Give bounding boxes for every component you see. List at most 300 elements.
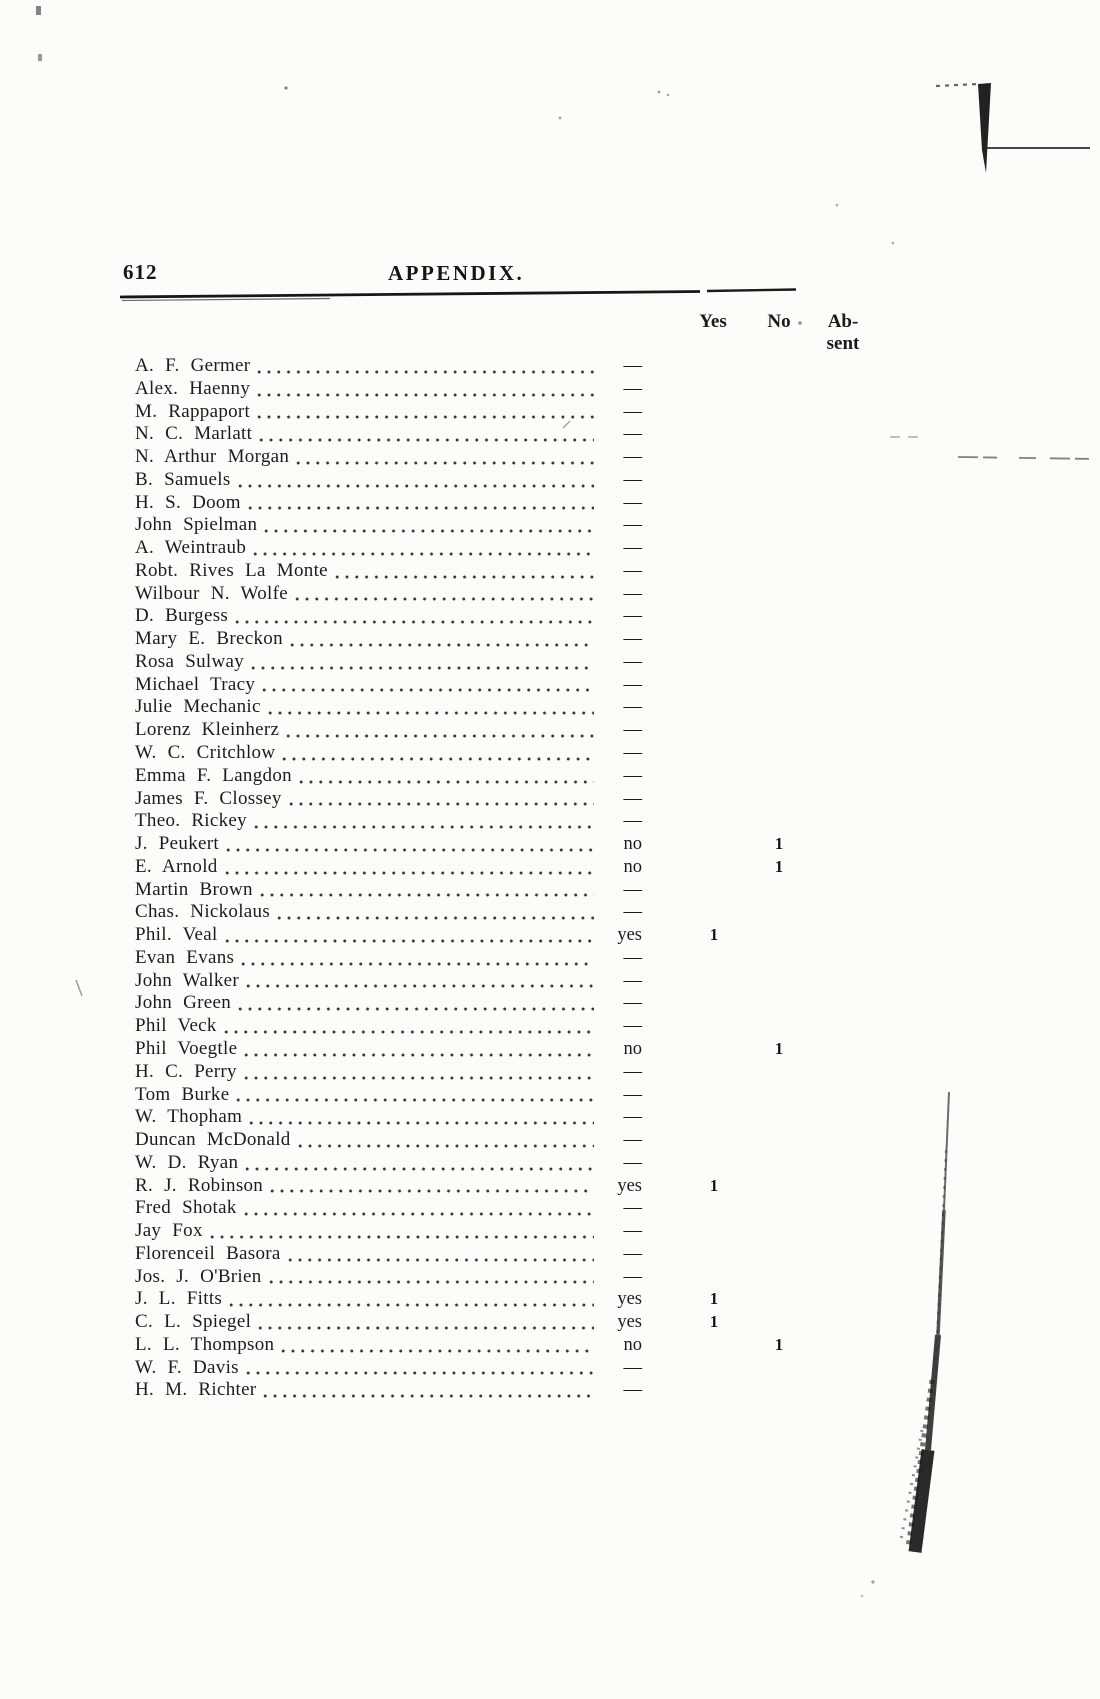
column-gap — [642, 992, 682, 1015]
column-header-absent — [812, 311, 874, 355]
tally-yes — [682, 537, 746, 560]
tally-yes — [682, 1106, 746, 1129]
column-gap — [642, 378, 682, 401]
tally-no — [746, 674, 812, 697]
dot-leader — [238, 1007, 594, 1011]
dot-leader — [277, 916, 594, 920]
vote-word: yes — [617, 1175, 642, 1196]
vote-word: — — [623, 560, 642, 581]
tally-no — [746, 1106, 812, 1129]
column-gap — [642, 1197, 682, 1220]
tally-absent — [812, 856, 874, 879]
vote-word: no — [623, 834, 642, 855]
tally-no — [746, 1015, 812, 1038]
dot-leader — [246, 1371, 594, 1375]
dot-leader — [244, 1076, 594, 1080]
tally-yes — [682, 469, 746, 492]
vote-word: — — [623, 743, 642, 764]
person-name: Evan Evans — [135, 946, 235, 968]
person-name: Alex. Haenny — [135, 377, 251, 399]
dot-leader — [335, 575, 594, 579]
column-gap — [642, 788, 682, 811]
dot-leader — [249, 1121, 594, 1125]
table-row — [135, 1152, 874, 1175]
tally-yes — [682, 1197, 746, 1220]
person-name: Martin Brown — [135, 878, 253, 900]
tally-no — [746, 1379, 812, 1402]
tally-yes — [682, 1015, 746, 1038]
table-row — [135, 1288, 874, 1311]
tally-yes — [682, 355, 746, 378]
tally-no — [746, 1288, 812, 1311]
column-gap — [642, 1220, 682, 1243]
vote-word: — — [623, 720, 642, 741]
person-name: A. F. Germer — [135, 355, 251, 376]
tally-yes — [682, 879, 746, 902]
column-gap — [642, 833, 682, 856]
tally-no — [746, 947, 812, 970]
dot-leader — [257, 393, 594, 397]
tally-no — [746, 492, 812, 515]
tally-absent — [812, 378, 874, 401]
tally-yes: 1 — [709, 1289, 719, 1309]
vote-word: — — [623, 1084, 642, 1105]
vote-word: — — [623, 697, 642, 718]
tally-absent — [812, 947, 874, 970]
vote-word: — — [623, 424, 642, 445]
column-gap — [642, 879, 682, 902]
tally-yes — [682, 901, 746, 924]
column-gap — [642, 423, 682, 446]
person-name: Florenceil Basora — [135, 1242, 281, 1264]
column-gap — [642, 1288, 682, 1311]
tally-no — [746, 446, 812, 469]
person-name: Robt. Rives La Monte — [135, 559, 328, 581]
vote-word: — — [623, 1243, 642, 1264]
tally-yes — [682, 560, 746, 583]
tally-absent — [812, 924, 874, 947]
person-name: R. J. Robinson — [135, 1174, 264, 1196]
tally-absent — [812, 605, 874, 628]
dot-leader — [253, 552, 594, 556]
tally-no — [746, 628, 812, 651]
dot-leader — [244, 1212, 594, 1216]
vote-word: — — [623, 1221, 642, 1242]
column-gap — [642, 765, 682, 788]
tally-yes — [682, 788, 746, 811]
vote-word: — — [623, 651, 642, 672]
column-gap — [642, 355, 682, 378]
tally-no — [746, 696, 812, 719]
column-gap — [642, 1243, 682, 1266]
person-name: N. Arthur Morgan — [135, 446, 290, 468]
table-row — [135, 423, 874, 446]
table-row — [135, 560, 874, 583]
tally-yes — [682, 605, 746, 628]
tally-no: 1 — [774, 1038, 784, 1058]
dot-leader — [235, 620, 594, 624]
person-name: John Green — [135, 992, 232, 1014]
column-header-absent-line1: Ab- — [827, 311, 859, 332]
tally-absent — [812, 446, 874, 469]
roll-call-list — [135, 355, 874, 1402]
person-name: E. Arnold — [135, 855, 218, 877]
column-header-absent-line2: sent — [826, 333, 860, 354]
scan-artifact-streak — [900, 1092, 949, 1552]
person-name: Chas. Nickolaus — [135, 901, 271, 923]
tally-yes — [682, 696, 746, 719]
dot-leader — [257, 370, 594, 374]
tally-yes — [682, 947, 746, 970]
dot-leader — [225, 939, 594, 943]
tally-absent — [812, 355, 874, 378]
column-header-yes: Yes — [699, 311, 727, 332]
vote-word: — — [623, 469, 642, 490]
tally-no — [746, 583, 812, 606]
column-gap — [642, 469, 682, 492]
vote-word: — — [623, 788, 642, 809]
column-gap — [642, 696, 682, 719]
vote-word: — — [623, 765, 642, 786]
table-row — [135, 719, 874, 742]
person-name: Theo. Rickey — [135, 810, 247, 832]
tally-absent — [812, 1084, 874, 1107]
column-gap — [642, 947, 682, 970]
vote-word: — — [623, 1061, 642, 1082]
dot-leader — [251, 666, 594, 670]
tally-absent — [812, 1197, 874, 1220]
vote-word: — — [623, 1380, 642, 1401]
column-gap — [642, 1084, 682, 1107]
table-row — [135, 605, 874, 628]
tally-yes — [682, 514, 746, 537]
person-name: Jay Fox — [135, 1220, 203, 1242]
tally-yes — [682, 651, 746, 674]
table-row — [135, 992, 874, 1015]
tally-no — [746, 719, 812, 742]
tally-absent — [812, 879, 874, 902]
table-row — [135, 856, 874, 879]
vote-word: — — [623, 1357, 642, 1378]
column-gap — [642, 674, 682, 697]
vote-word: — — [623, 993, 642, 1014]
column-gap — [642, 1129, 682, 1152]
table-row — [135, 1061, 874, 1084]
tally-yes — [682, 765, 746, 788]
tally-absent — [812, 560, 874, 583]
person-name: John Walker — [135, 969, 239, 991]
tally-yes — [682, 423, 746, 446]
table-row — [135, 879, 874, 902]
header-rule-right — [707, 290, 796, 292]
vote-word: — — [623, 401, 642, 422]
tally-yes: 1 — [709, 1175, 719, 1195]
tally-absent — [812, 583, 874, 606]
tally-no — [746, 469, 812, 492]
tally-absent — [812, 423, 874, 446]
table-row — [135, 1084, 874, 1107]
table-row — [135, 1311, 874, 1334]
tally-yes — [682, 446, 746, 469]
person-name: M. Rappaport — [135, 400, 251, 422]
tally-no — [746, 992, 812, 1015]
tally-yes — [682, 810, 746, 833]
person-name: C. L. Spiegel — [135, 1311, 252, 1333]
person-name: W. C. Critchlow — [135, 742, 276, 764]
tally-no — [746, 423, 812, 446]
person-name: J. Peukert — [135, 833, 219, 855]
dot-leader — [289, 802, 594, 806]
page-title: APPENDIX. — [388, 261, 525, 285]
table-row — [135, 924, 874, 947]
scan-artifact-dash-b — [958, 457, 1098, 459]
dot-leader — [296, 461, 594, 465]
vote-word: — — [623, 1130, 642, 1151]
tally-absent — [812, 1379, 874, 1402]
dot-leader — [244, 1053, 594, 1057]
tally-absent — [812, 537, 874, 560]
person-name: Emma F. Langdon — [135, 764, 292, 786]
dot-leader — [254, 825, 594, 829]
tally-absent — [812, 696, 874, 719]
tally-no — [746, 901, 812, 924]
tally-absent — [812, 1015, 874, 1038]
dot-leader — [238, 484, 594, 488]
tally-absent — [812, 1061, 874, 1084]
vote-word: — — [623, 583, 642, 604]
tally-no — [746, 1084, 812, 1107]
header-rule — [120, 292, 700, 298]
table-row — [135, 1129, 874, 1152]
tally-no — [746, 1357, 812, 1380]
tally-no — [746, 1243, 812, 1266]
column-gap — [642, 1015, 682, 1038]
person-name: W. F. Davis — [135, 1356, 239, 1378]
person-name: Wilbour N. Wolfe — [135, 582, 288, 604]
tally-absent — [812, 401, 874, 424]
table-row — [135, 492, 874, 515]
tally-no — [746, 810, 812, 833]
person-name: Fred Shotak — [135, 1197, 237, 1219]
tally-yes — [682, 970, 746, 993]
column-gap — [642, 856, 682, 879]
vote-word: — — [623, 492, 642, 513]
dot-leader — [260, 893, 594, 897]
table-row — [135, 901, 874, 924]
dot-leader — [290, 643, 594, 647]
column-gap — [642, 1266, 682, 1289]
tally-absent — [812, 901, 874, 924]
person-name: Phil. Veal — [135, 924, 218, 946]
dot-leader — [262, 688, 594, 692]
tally-yes — [682, 1357, 746, 1380]
vote-word: — — [623, 879, 642, 900]
tally-no: 1 — [774, 856, 784, 876]
person-name: W. Thopham — [135, 1106, 243, 1128]
table-row — [135, 1379, 874, 1402]
tally-no — [746, 1197, 812, 1220]
column-gap — [642, 605, 682, 628]
tally-no — [746, 401, 812, 424]
column-gap — [642, 1311, 682, 1334]
dot-leader — [246, 984, 594, 988]
page-number: 612 — [123, 260, 158, 284]
person-name: H. M. Richter — [135, 1379, 257, 1401]
vote-word: — — [623, 629, 642, 650]
scan-artifact-dotted — [936, 84, 978, 86]
tally-absent — [812, 1311, 874, 1334]
tally-absent — [812, 514, 874, 537]
tally-absent — [812, 742, 874, 765]
person-name: H. C. Perry — [135, 1060, 237, 1082]
column-gap — [642, 628, 682, 651]
tally-absent — [812, 1175, 874, 1198]
tally-absent — [812, 833, 874, 856]
table-row — [135, 514, 874, 537]
person-name: John Spielman — [135, 514, 258, 536]
person-name: N. C. Marlatt — [135, 423, 253, 445]
tally-absent — [812, 628, 874, 651]
tally-absent — [812, 1129, 874, 1152]
tally-absent — [812, 1243, 874, 1266]
table-row — [135, 947, 874, 970]
person-name: Michael Tracy — [135, 673, 256, 695]
dot-leader — [225, 871, 594, 875]
vote-word: — — [623, 947, 642, 968]
tally-yes — [682, 378, 746, 401]
tally-absent — [812, 492, 874, 515]
tally-no — [746, 355, 812, 378]
vote-word: — — [623, 811, 642, 832]
dot-leader — [263, 1394, 594, 1398]
dot-leader — [236, 1098, 594, 1102]
tally-no — [746, 537, 812, 560]
column-gap — [642, 1175, 682, 1198]
dot-leader — [224, 1030, 594, 1034]
table-row — [135, 765, 874, 788]
vote-word: — — [623, 1198, 642, 1219]
column-header-no: No — [767, 311, 791, 332]
dot-leader — [210, 1235, 594, 1239]
dot-leader — [264, 529, 594, 533]
dot-leader — [248, 506, 594, 510]
dot-leader — [229, 1303, 594, 1307]
tally-no — [746, 1175, 812, 1198]
tally-absent — [812, 1038, 874, 1061]
vote-word: yes — [617, 925, 642, 946]
dot-leader — [268, 711, 594, 715]
tally-absent — [812, 1152, 874, 1175]
tally-no — [746, 1061, 812, 1084]
column-gap — [642, 651, 682, 674]
tally-no: 1 — [774, 1334, 784, 1354]
tally-yes — [682, 492, 746, 515]
person-name: H. S. Doom — [135, 491, 241, 513]
vote-word: yes — [617, 1289, 642, 1310]
tally-absent — [812, 719, 874, 742]
column-gap — [642, 810, 682, 833]
tally-no — [746, 1311, 812, 1334]
column-gap — [642, 1379, 682, 1402]
table-row — [135, 651, 874, 674]
column-gap — [642, 537, 682, 560]
column-gap — [642, 719, 682, 742]
tally-no — [746, 651, 812, 674]
tally-yes — [682, 1038, 746, 1061]
person-name: James F. Clossey — [135, 787, 282, 809]
vote-word: — — [623, 356, 642, 376]
tally-no — [746, 514, 812, 537]
tally-absent — [812, 651, 874, 674]
vote-word: no — [623, 1334, 642, 1355]
tally-no — [746, 1266, 812, 1289]
vote-word: — — [623, 970, 642, 991]
column-gap — [642, 1334, 682, 1357]
tally-yes — [682, 833, 746, 856]
table-row — [135, 1038, 874, 1061]
tally-no: 1 — [774, 834, 784, 854]
vote-word: — — [623, 902, 642, 923]
tally-absent — [812, 1288, 874, 1311]
table-row — [135, 1197, 874, 1220]
table-row — [135, 674, 874, 697]
tally-no — [746, 378, 812, 401]
tally-yes — [682, 401, 746, 424]
table-row — [135, 446, 874, 469]
table-row — [135, 788, 874, 811]
tally-yes — [682, 856, 746, 879]
tally-no — [746, 924, 812, 947]
person-name: Tom Burke — [135, 1083, 230, 1105]
column-gap — [642, 1106, 682, 1129]
tally-yes — [682, 674, 746, 697]
dot-leader — [269, 1280, 594, 1284]
tally-yes — [682, 628, 746, 651]
tally-yes — [682, 1220, 746, 1243]
tally-no — [746, 742, 812, 765]
vote-word: — — [623, 378, 642, 399]
tally-no — [746, 1220, 812, 1243]
dot-leader — [288, 1258, 594, 1262]
tally-absent — [812, 765, 874, 788]
table-row — [135, 696, 874, 719]
vote-word: — — [623, 1107, 642, 1128]
table-row — [135, 401, 874, 424]
dot-leader — [241, 962, 594, 966]
person-name: Lorenz Kleinherz — [135, 719, 280, 741]
table-row — [135, 1243, 874, 1266]
table-row — [135, 970, 874, 993]
vote-word: — — [623, 674, 642, 695]
scan-artifact-wedge — [978, 83, 991, 173]
person-name: Jos. J. O'Brien — [135, 1265, 262, 1287]
tally-no — [746, 765, 812, 788]
table-row — [135, 1266, 874, 1289]
person-name: Mary E. Breckon — [135, 628, 283, 650]
dot-leader — [295, 597, 594, 601]
column-gap — [642, 924, 682, 947]
tally-yes — [682, 1243, 746, 1266]
tally-no — [746, 605, 812, 628]
column-gap — [642, 1357, 682, 1380]
vote-word: — — [623, 606, 642, 627]
vote-word: — — [623, 1016, 642, 1037]
tally-yes — [682, 992, 746, 1015]
column-gap — [642, 970, 682, 993]
person-name: Rosa Sulway — [135, 650, 245, 672]
vote-word: no — [623, 856, 642, 877]
table-row — [135, 378, 874, 401]
